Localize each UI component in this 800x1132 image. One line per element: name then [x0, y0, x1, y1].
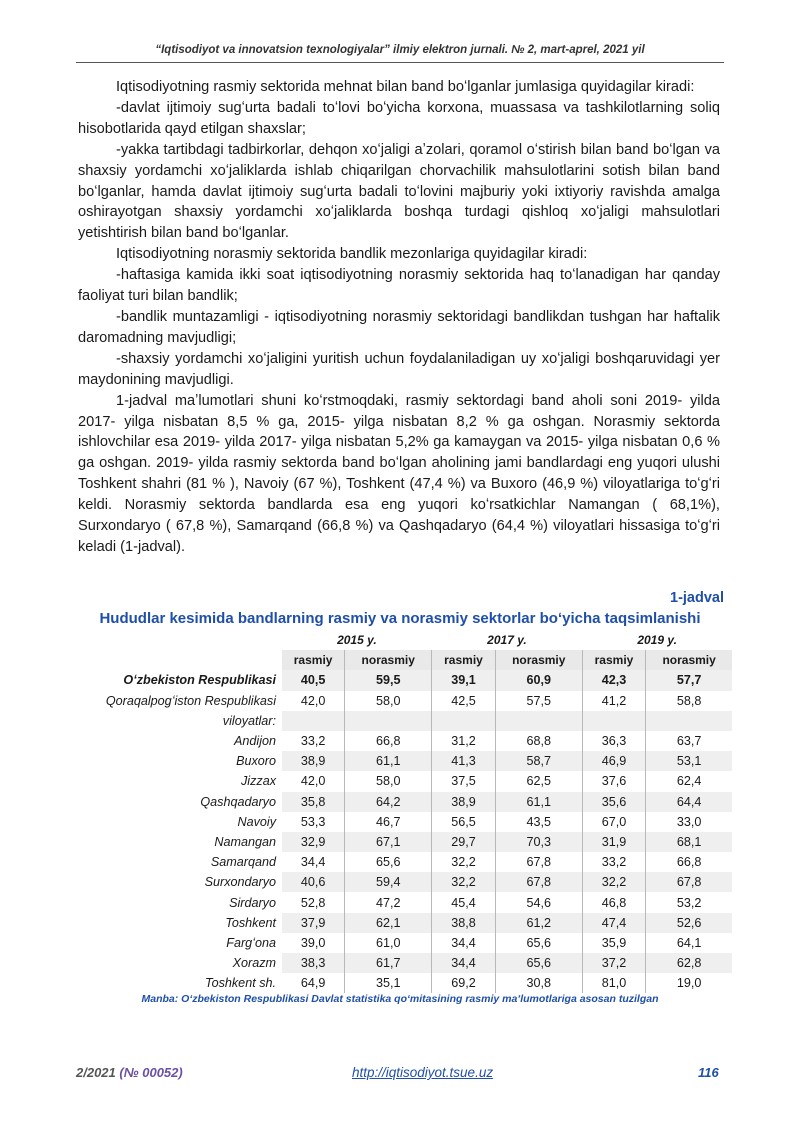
row-label: Andijon — [233, 734, 276, 749]
table-cell: 38,9 — [282, 751, 345, 771]
table-cell: 60,9 — [495, 670, 582, 690]
table-cell: 34,4 — [432, 953, 496, 973]
page-number: 116 — [698, 1065, 719, 1080]
table-cell: 57,7 — [646, 670, 732, 690]
row-label: Oʻzbekiston Respublikasi — [123, 673, 276, 688]
table-cell: 52,8 — [300, 895, 326, 910]
table-cell: 41,2 — [582, 691, 646, 711]
table-cell: 64,1 — [646, 933, 732, 953]
table-cell: 43,5 — [495, 812, 582, 832]
table-cell: 33,0 — [646, 812, 732, 832]
table-cell: 64,2 — [345, 792, 432, 812]
table-cell: 39,1 — [432, 670, 496, 690]
table-cell — [345, 711, 432, 731]
table-cell: 70,3 — [495, 832, 582, 852]
table-cell: 59,4 — [345, 872, 432, 892]
table-cell: 64,4 — [646, 792, 732, 812]
table-cell: 67,8 — [646, 872, 732, 892]
table-cell: 53,3 — [300, 814, 326, 829]
paragraph: Iqtisodiyotning rasmiy sektorida mehnat bilan band boʻlganlar jumlasiga quyidagilar kiradi: — [116, 79, 695, 95]
table-cell: 67,0 — [582, 812, 646, 832]
table-cell: 68,1 — [646, 832, 732, 852]
table-cell: 62,8 — [646, 953, 732, 973]
table-cell: 29,7 — [432, 832, 496, 852]
table-row — [76, 711, 732, 731]
table-cell — [495, 711, 582, 731]
table-cell: 33,2 — [582, 852, 646, 872]
table-cell: 81,0 — [582, 973, 646, 993]
table-cell: 37,2 — [582, 953, 646, 973]
row-label: Xorazm — [232, 956, 276, 971]
year-header: 2017 y. — [487, 633, 527, 648]
table-cell: 37,6 — [582, 771, 646, 791]
paragraph: -yakka tartibdagi tadbirkorlar, dehqon xoʻjaligi aʼzolari, qoramol oʻstirish bilan band boʻlgan va shaxsiy yordamchi xoʻjaliklarda ishlab chiqarilgan chorvachilik mahsulotlarini sotish bilan band boʻlganlar, hamda davlat ijtimoiy sugʻurta badali toʻlovini majburiy yoki ixtiyoriy ravishda amalga oshirayotgan shaxsiy yordamchi xoʻjaliklarda boshqa turdagi qishloq xoʻjaligi mahsulotlari yetishtirish bilan band boʻlganlar. — [78, 141, 720, 242]
table-cell: 33,2 — [300, 734, 326, 749]
table-cell: 61,7 — [345, 953, 432, 973]
table-cell: 63,7 — [646, 731, 732, 751]
table-cell: 54,6 — [495, 892, 582, 912]
table-cell: 32,2 — [432, 872, 496, 892]
column-header: norasmiy — [646, 650, 732, 670]
row-label: Surxondaryo — [204, 875, 276, 890]
row-label: Fargʻona — [226, 935, 276, 950]
table-cell: 38,3 — [282, 953, 345, 973]
table-cell: 39,0 — [300, 935, 326, 950]
row-label: Jizzax — [241, 774, 276, 789]
table-cell: 19,0 — [646, 973, 732, 993]
table-row — [76, 731, 732, 751]
row-label: Toshkent sh. — [205, 976, 276, 991]
table-cell: 34,4 — [300, 855, 326, 870]
paragraph: -davlat ijtimoiy sugʻurta badali toʻlovi boʻyicha korxona, muassasa va tashkilotlarning soliq hisobotlarida qayd etilgan shaxslar; — [78, 99, 720, 137]
column-header: rasmiy — [432, 650, 496, 670]
table-cell — [646, 711, 732, 731]
article-body — [78, 77, 720, 558]
table-cell: 58,0 — [345, 771, 432, 791]
row-label: viloyatlar: — [222, 713, 276, 728]
row-label: Toshkent — [225, 915, 276, 930]
table-cell: 61,1 — [345, 751, 432, 771]
table-row — [76, 973, 732, 993]
table-row — [76, 872, 732, 892]
table-row — [76, 691, 732, 711]
row-label: Qashqadaryo — [200, 794, 276, 809]
table-cell: 41,3 — [432, 751, 496, 771]
table-cell: 53,2 — [646, 892, 732, 912]
table-title: Hududlar kesimida bandlarning rasmiy va norasmiy sektorlar boʻyicha taqsimlanishi — [99, 610, 701, 627]
table-cell: 67,8 — [495, 872, 582, 892]
row-label: Buxoro — [236, 754, 276, 769]
table-row — [76, 933, 732, 953]
table-cell: 57,5 — [495, 691, 582, 711]
table-cell: 59,5 — [345, 670, 432, 690]
table-cell: 62,4 — [646, 771, 732, 791]
header-divider — [76, 62, 724, 63]
table-cell: 68,8 — [495, 731, 582, 751]
table-row — [76, 670, 732, 690]
table-cell: 62,1 — [345, 913, 432, 933]
table-source-note: Manba: Oʻzbekiston Respublikasi Davlat statistika qoʻmitasining rasmiy maʼlumotlariga asosan tuzilgan — [141, 993, 659, 1005]
table-row — [76, 913, 732, 933]
table-cell: 65,6 — [345, 852, 432, 872]
table-cell: 35,6 — [582, 792, 646, 812]
issue-number: (№ 00052) — [119, 1065, 183, 1080]
table-cell: 36,3 — [582, 731, 646, 751]
column-header: norasmiy — [345, 650, 432, 670]
table-cell: 52,6 — [646, 913, 732, 933]
table-cell: 34,4 — [432, 933, 496, 953]
table-row — [76, 953, 732, 973]
table-cell: 61,0 — [345, 933, 432, 953]
paragraph: 1-jadval maʼlumotlari shuni koʻrstmoqdaki, rasmiy sektordagi band aholi soni 2019- yilda 2017- yilga nisbatan 8,5 % ga, 2015- yilga nisbatan 8,2 % ga oshgan. Norasmiy sektorda ishlovchilar esa 2019- yilda 2017- yilga nisbatan 5,2% ga kamaygan va 2015- yilga nisbatan 0,6 % ga oshgan. 2019- yilda rasmiy sektorda band boʻlgan aholining jami bandlardagi eng yuqori ulushi Toshkent shahri (81 % ), Navoiy (67 %), Toshkent (47,4 %) va Buxoro (46,9 %) viloyatlariga toʻgʻri keldi. Norasmiy sektorda bandlarda esa eng yuqori koʻrsatkichlar Namangan ( 68,1%), Surxondaryo ( 67,8 %), Samarqand (66,8 %) va Qashqadaryo (64,4 %) viloyatlari hissasiga toʻgʻri keladi (1-jadval). — [78, 392, 720, 555]
table-cell — [432, 711, 496, 731]
table-cell: 30,8 — [495, 973, 582, 993]
regional-employment-table — [76, 630, 732, 993]
table-cell: 47,4 — [582, 913, 646, 933]
journal-url-link[interactable]: http://iqtisodiyot.tsue.uz — [352, 1065, 494, 1080]
paragraph: -bandlik muntazamligi - iqtisodiyotning norasmiy sektoridagi bandlikdan tushgan har haftalik daromadning mavjudligi; — [78, 308, 720, 346]
table-cell: 40,6 — [282, 872, 345, 892]
table-row — [76, 892, 732, 912]
table-cell: 66,8 — [646, 852, 732, 872]
table-cell: 47,2 — [345, 892, 432, 912]
table-cell: 67,8 — [495, 852, 582, 872]
table-cell: 62,5 — [495, 771, 582, 791]
table-cell — [582, 711, 646, 731]
table-row — [76, 751, 732, 771]
table-cell: 46,7 — [345, 812, 432, 832]
table-cell: 38,8 — [432, 913, 496, 933]
row-label: Namangan — [214, 834, 276, 849]
table-cell: 61,2 — [495, 913, 582, 933]
table-cell: 42,3 — [582, 670, 646, 690]
table-cell: 66,8 — [345, 731, 432, 751]
table-cell: 65,6 — [495, 933, 582, 953]
table-cell: 58,8 — [646, 691, 732, 711]
table-number: 1-jadval — [670, 590, 724, 606]
year-header: 2019 y. — [637, 633, 677, 648]
table-cell: 45,4 — [432, 892, 496, 912]
table-cell: 58,0 — [345, 691, 432, 711]
row-label: Samarqand — [210, 855, 276, 870]
table-row — [76, 832, 732, 852]
year-header: 2015 y. — [337, 633, 377, 648]
table-row — [76, 812, 732, 832]
table-cell: 58,7 — [495, 751, 582, 771]
row-label: Qoraqalpogʻiston Respublikasi — [105, 693, 276, 708]
table-row — [76, 852, 732, 872]
table-cell: 37,9 — [282, 913, 345, 933]
table-cell: 65,6 — [495, 953, 582, 973]
paragraph: -shaxsiy yordamchi xoʻjaligini yuritish uchun foydalaniladigan uy xoʻjaligi boshqaruvidagi yer maydonining mavjudligi. — [78, 350, 720, 388]
table-cell: 31,9 — [582, 832, 646, 852]
table-row — [76, 771, 732, 791]
table-cell: 53,1 — [646, 751, 732, 771]
table-cell: 32,9 — [282, 832, 345, 852]
row-label: Navoiy — [237, 814, 276, 829]
table-cell: 38,9 — [432, 792, 496, 812]
table-cell: 32,2 — [582, 872, 646, 892]
table-cell: 37,5 — [432, 771, 496, 791]
table-cell: 67,1 — [345, 832, 432, 852]
table-cell: 56,5 — [432, 812, 496, 832]
column-header: rasmiy — [582, 650, 646, 670]
table-cell: 46,9 — [582, 751, 646, 771]
table-cell: 35,1 — [345, 973, 432, 993]
table-cell: 42,5 — [432, 691, 496, 711]
table-cell: 35,9 — [582, 933, 646, 953]
table-cell: 40,5 — [282, 670, 345, 690]
table-cell: 61,1 — [495, 792, 582, 812]
journal-header: “Iqtisodiyot va innovatsion texnologiyalar” ilmiy elektron jurnali. № 2, mart-aprel, 2021 yil — [155, 44, 645, 56]
column-header: norasmiy — [495, 650, 582, 670]
table-cell — [282, 711, 345, 731]
table-cell: 42,0 — [300, 693, 326, 708]
table-cell: 46,8 — [582, 892, 646, 912]
table-cell: 31,2 — [432, 731, 496, 751]
table-cell: 69,2 — [432, 973, 496, 993]
paragraph: -haftasiga kamida ikki soat iqtisodiyotning norasmiy sektorida haq toʻlanadigan har qanday faoliyat turi bilan bandlik; — [78, 267, 720, 305]
paragraph: Iqtisodiyotning norasmiy sektorida bandlik mezonlariga quyidagilar kiradi: — [116, 246, 588, 263]
table-row — [76, 792, 732, 812]
table-cell: 35,8 — [282, 792, 345, 812]
row-label: Sirdaryo — [229, 895, 276, 910]
table-cell: 32,2 — [432, 852, 496, 872]
table-cell: 42,0 — [300, 774, 326, 789]
table-cell: 64,9 — [300, 976, 326, 991]
issue-label: 2/2021 (№ 00052) — [76, 1065, 183, 1080]
column-header: rasmiy — [282, 650, 345, 670]
